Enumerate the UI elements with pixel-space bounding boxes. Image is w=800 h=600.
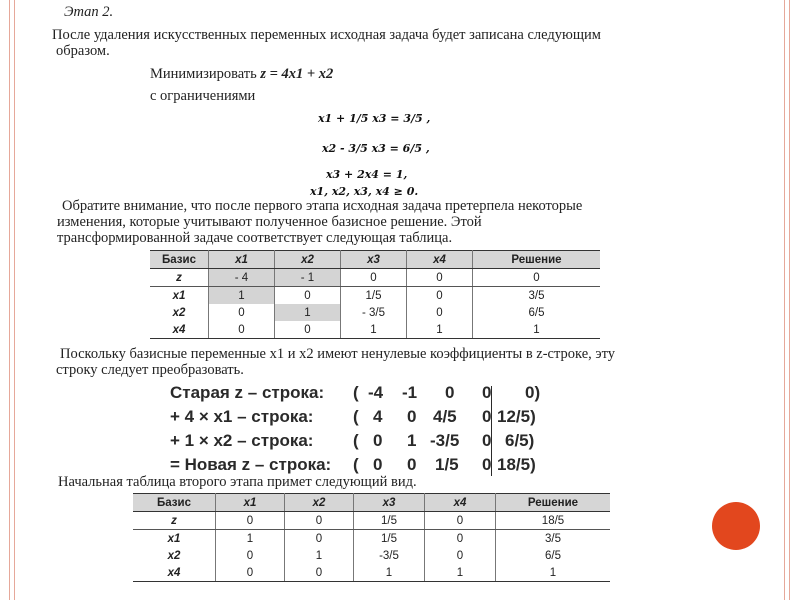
table-cell: x1 <box>150 287 209 305</box>
table-cell: 6/5 <box>545 549 561 562</box>
table-cell: - 4 <box>209 269 275 287</box>
header-cell: x1 <box>216 494 285 512</box>
header-cell: x2 <box>275 251 341 269</box>
table-cell: 0 <box>285 530 354 548</box>
table-cell: x2 <box>133 547 216 564</box>
table-cell: z <box>150 269 209 287</box>
table-row <box>150 321 600 339</box>
header-cell: Решение <box>473 251 601 269</box>
header-cell: Базис <box>150 251 209 269</box>
table-cell: 1 <box>216 530 285 548</box>
header-cell: Базис <box>133 494 216 512</box>
table-cell: 1 <box>473 321 601 339</box>
table-cell: 0 <box>407 287 473 305</box>
equation-3: x3 + 2x4 = 1, <box>326 168 408 181</box>
table-cell: z <box>133 512 216 530</box>
table-cell: 3/5 <box>528 289 545 302</box>
table-cell: 1 <box>285 547 354 564</box>
intro-line-2: образом. <box>56 43 110 59</box>
table-cell: -3/5 <box>354 547 425 564</box>
table-cell: 0 <box>275 287 341 305</box>
note-line-1: Обратите внимание, что после первого этапа исходная задача претерпела некоторые <box>62 198 583 214</box>
header-cell: x4 <box>425 494 496 512</box>
transform-row-4: = Новая z – строка: ( 0 0 1/5 0 18/5) <box>170 455 536 474</box>
header-cell: x2 <box>285 494 354 512</box>
because-line-2: строку следует преобразовать. <box>56 362 244 378</box>
table-cell: 1 <box>209 287 275 305</box>
intro-line-1: После удаления искусственных переменных исходная задача будет записана следующим <box>52 27 601 43</box>
table-row <box>150 287 600 305</box>
table-cell: 0 <box>285 512 354 530</box>
table-cell: 1 <box>341 321 407 339</box>
table-cell: 18/5 <box>496 512 611 530</box>
transform-label: + 1 × x2 – строка: <box>170 431 314 450</box>
transform-row-3: + 1 × x2 – строка: ( 0 1 -3/5 0 6/5) <box>170 431 535 450</box>
table-row <box>133 547 610 564</box>
table-cell: 0 <box>341 269 407 287</box>
simplex-table-2 <box>133 493 610 582</box>
transform-label: Старая z – строка: <box>170 383 325 402</box>
left-frame-border <box>9 0 15 600</box>
equation-1: x1 + 1/5 x3 = 3/5 , <box>318 112 431 125</box>
right-frame-border <box>784 0 790 600</box>
table-cell: x4 <box>150 321 209 339</box>
note-line-3: трансформированной задаче соответствует следующая таблица. <box>57 230 453 246</box>
transform-label: + 4 × x1 – строка: <box>170 407 314 426</box>
table-cell: 1 <box>407 321 473 339</box>
table-header-row <box>150 251 600 269</box>
table-cell: 0 <box>285 564 354 582</box>
table-cell: - 1 <box>275 269 341 287</box>
table-cell: 0 <box>216 564 285 582</box>
equation-4: x1, x2, x3, x4 ≥ 0. <box>310 185 419 198</box>
transform-row-2: + 4 × x1 – строка: ( 4 0 4/5 0 12/5) <box>170 407 536 426</box>
table-cell: 0 <box>407 269 473 287</box>
table-cell: 0 <box>425 547 496 564</box>
table-row <box>133 530 610 548</box>
table-cell: 0 <box>275 321 341 339</box>
table-cell: 1/5 <box>354 530 425 548</box>
table-cell: 1 <box>425 564 496 582</box>
header-cell: x3 <box>354 494 425 512</box>
stage-heading: Этап 2. <box>64 4 114 20</box>
transform-label: = Новая z – строка: <box>170 455 332 474</box>
equation-2: x2 - 3/5 x3 = 6/5 , <box>322 142 430 155</box>
table-row <box>133 512 610 530</box>
table-cell: 0 <box>425 512 496 530</box>
table-cell: 0 <box>407 304 473 321</box>
table-cell: 0 <box>216 547 285 564</box>
table-cell: 1 <box>354 564 425 582</box>
header-cell: x3 <box>341 251 407 269</box>
note-line-2: изменения, которые учитывают полученное базисное решение. Этой <box>57 214 482 230</box>
table-row <box>133 564 610 582</box>
table-cell: x4 <box>133 564 216 582</box>
table-cell: 1 <box>275 304 341 321</box>
table-cell: 1/5 <box>341 287 407 305</box>
table-cell: 0 <box>216 512 285 530</box>
table-cell: x1 <box>133 530 216 548</box>
objective-function: z = 4x1 + x2 <box>260 66 334 82</box>
minimize-label: Минимизировать z = 4x1 + x2 <box>150 66 334 82</box>
simplex-table-1 <box>150 250 600 339</box>
table-row <box>150 269 600 287</box>
initial-table-caption: Начальная таблица второго этапа примет следующий вид. <box>58 474 417 490</box>
constraints-label: с ограничениями <box>150 88 256 104</box>
transform-row-1: Старая z – строка: ( -4 -1 0 0 0) <box>170 383 541 402</box>
table-cell: 3/5 <box>545 532 561 545</box>
table-cell: 1 <box>496 564 611 582</box>
table-cell: 0 <box>425 530 496 548</box>
table-cell: 0 <box>209 304 275 321</box>
table-row <box>150 304 600 321</box>
table-cell: - 3/5 <box>341 304 407 321</box>
table-cell: x2 <box>150 304 209 321</box>
table-cell: 0 <box>473 269 601 287</box>
header-cell: x1 <box>209 251 275 269</box>
header-cell: x4 <box>407 251 473 269</box>
table-cell: 0 <box>209 321 275 339</box>
transform-separator <box>491 386 492 476</box>
slide-accent-circle <box>712 502 760 550</box>
table-header-row <box>133 494 610 512</box>
header-cell: Решение <box>496 494 611 512</box>
table-cell: 1/5 <box>354 512 425 530</box>
because-line-1: Поскольку базисные переменные x1 и x2 имеют ненулевые коэффициенты в z-строке, эту <box>60 346 615 362</box>
table-cell: 6/5 <box>528 306 545 319</box>
